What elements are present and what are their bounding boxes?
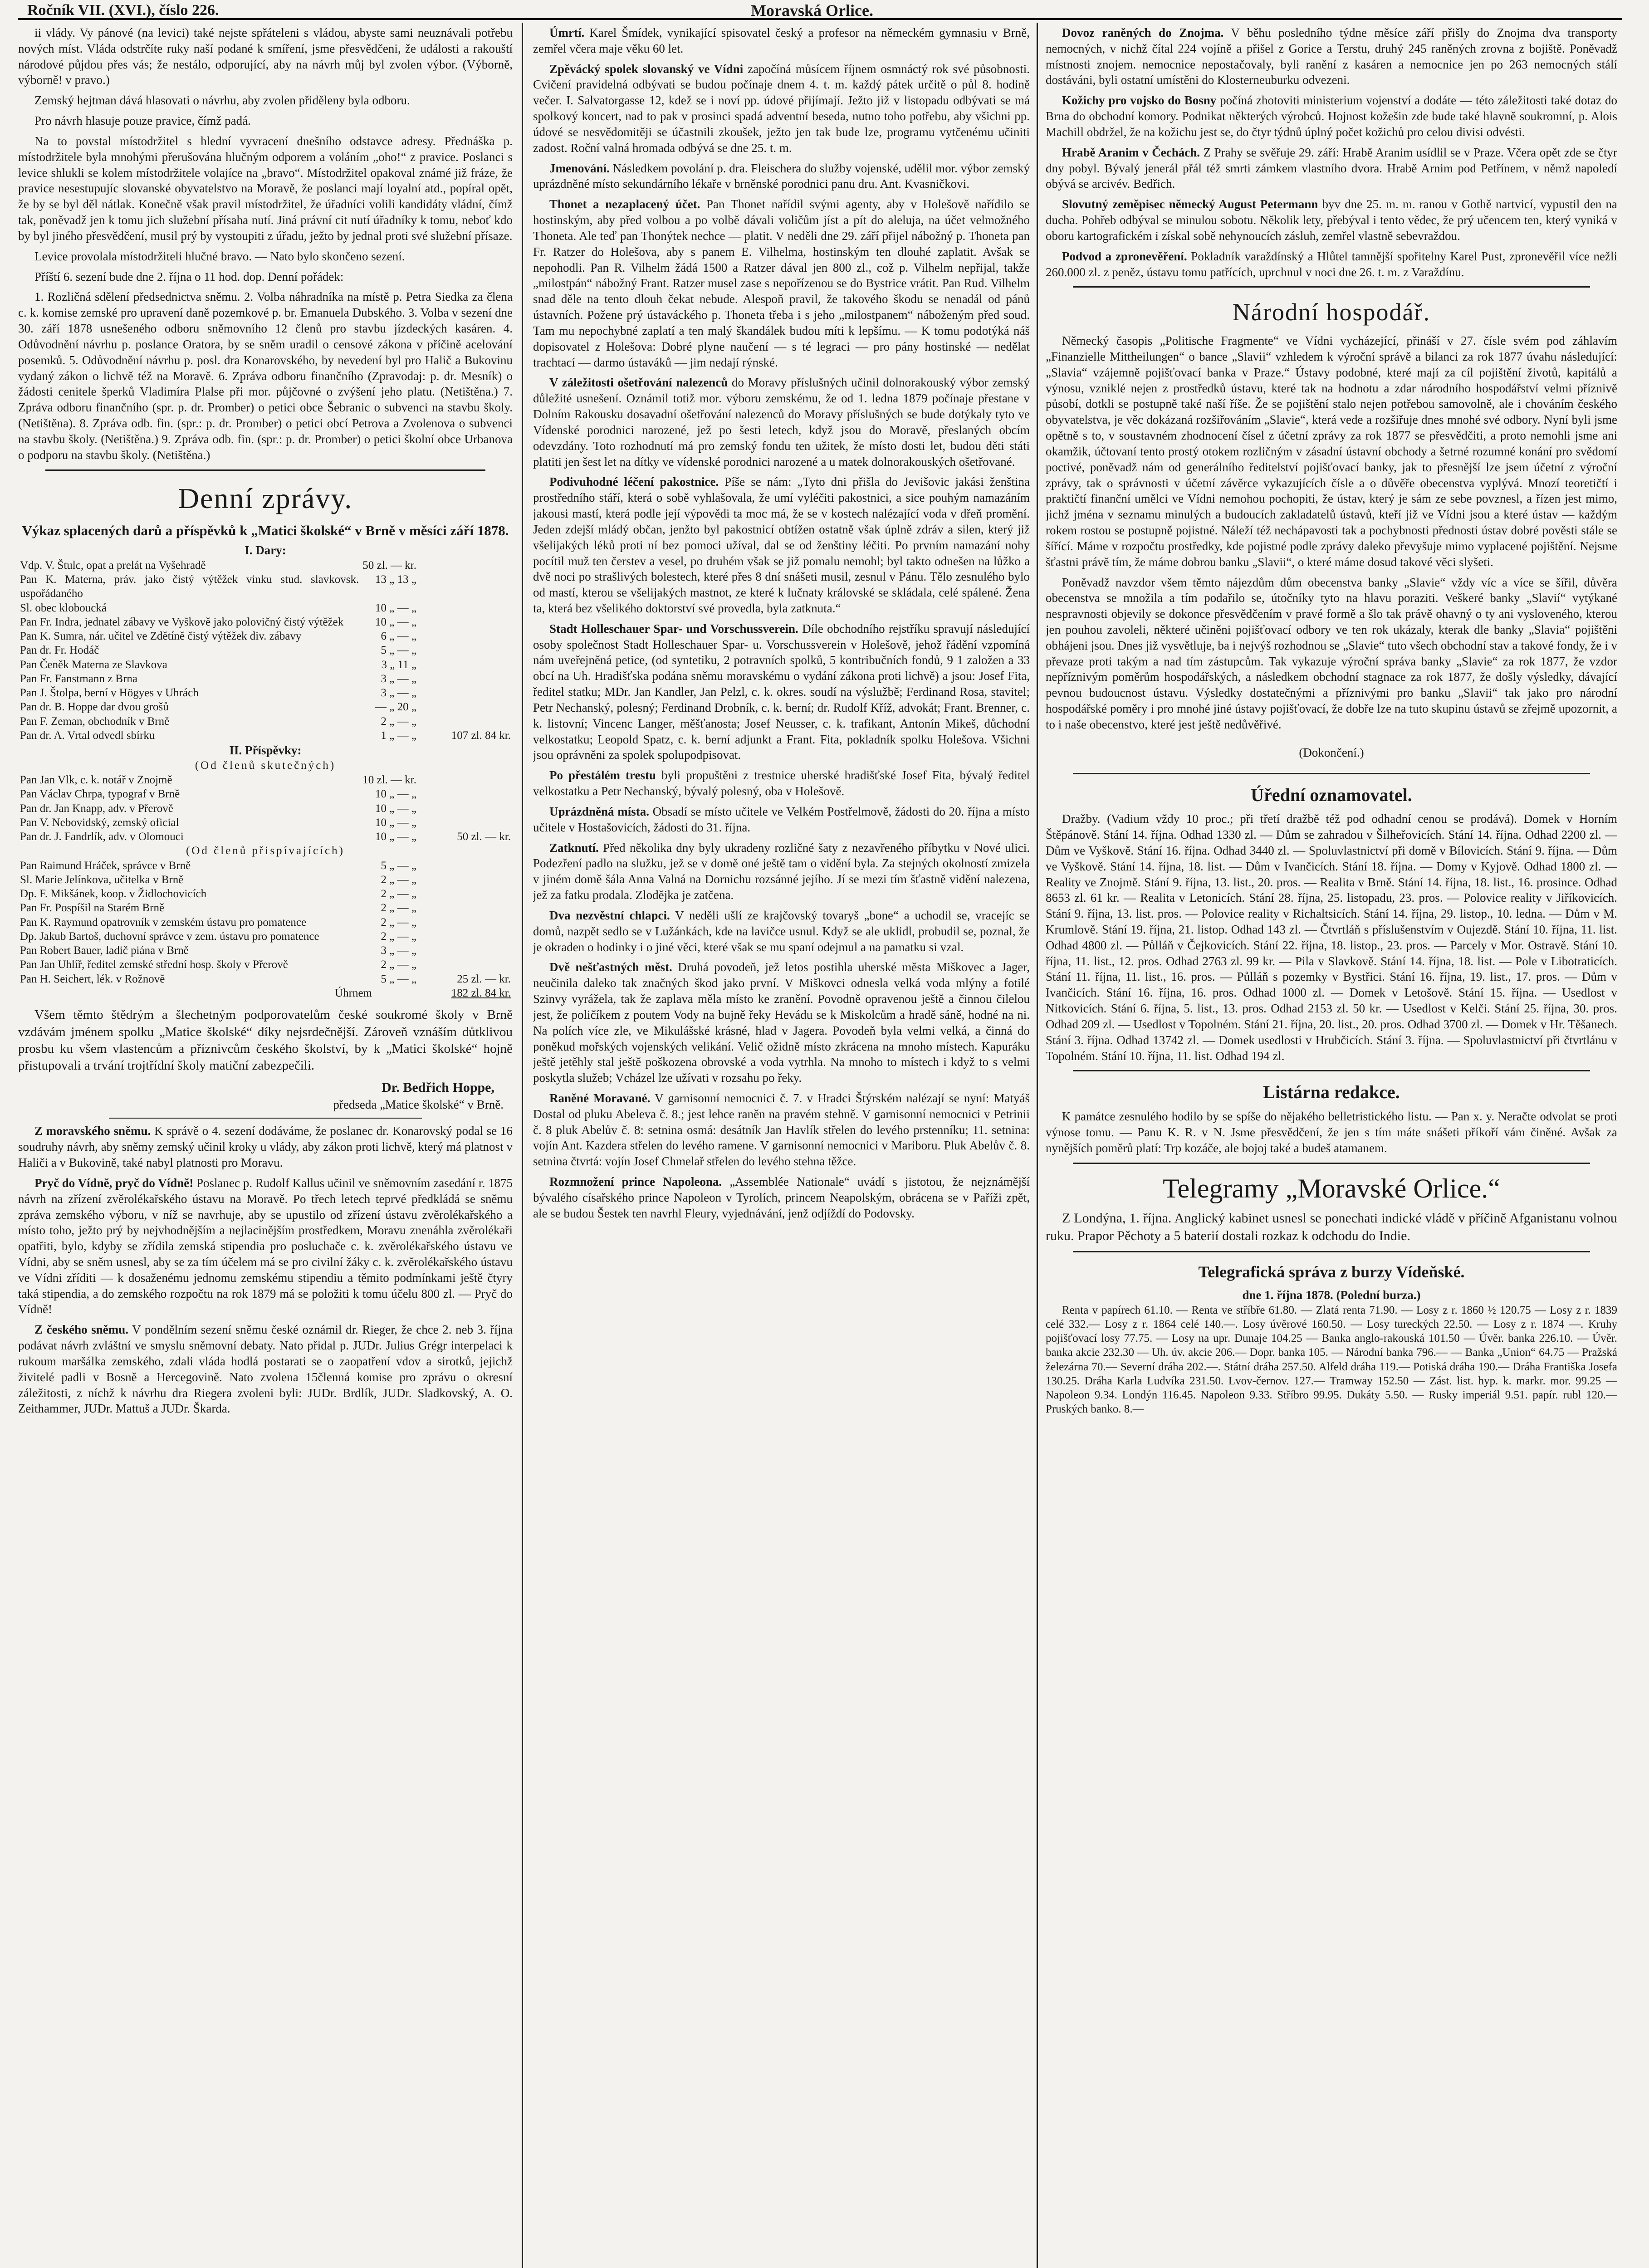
donor-name: Dp. F. Mikšánek, koop. v Židlochovicích: [20, 888, 207, 900]
signature-name: Dr. Bedřich Hoppe,: [382, 1080, 494, 1095]
news-item: [1046, 93, 1617, 140]
news-item-headline: Jmenování.: [549, 161, 610, 175]
donation-row: [18, 830, 513, 844]
donation-row: [18, 714, 513, 728]
subtotal-cell: 50 zl. — kr.: [457, 831, 511, 843]
news-item-headline: Podivuhodné léčení pakostnice.: [549, 475, 719, 489]
donor-name: Pan dr. B. Hoppe dar dvou grošů: [20, 701, 169, 714]
hospodar-text: Německý časopis „Politische Fragmente“ ve Vídni vycházející, přináší v 27. čísle svém pod záhlavím „Finanzielle Mittheilungen“ o bance „Slavii“ vzhledem k výroční správě a bilanci za rok 1877 úvahu následující: „Slavia“ vzájemně pojišťovací banka v Praze.“ Ústavy podobné, které mají za cíl pojištění životů, kapitálů a výnosu, vzniklé nejen z prostředků ústavu, které tak na hodnotu a zdar národního hospodářství velmi příznivě působí, dotkli se postupně také naší říše. Že se pojištění stalo nejen potřebou samovolně, ale i chováním českého obyvatelstva, je věc dokázaná rozšiřováním „Slavie“, která vede a rozšiřuje dnes mnohé své odbory. Nyní byli jsme opětně s to, v soustavném zhodnocení čísel z účetní zprávy za rok 1877 se přesvědčiti, a proto nemohli jsme ani okamžik, účtovaní tento prostý otokem rozličným v zásadní ústavní obchody a šetrné rozumné konání pro svědomí poctivé, poněvadž nám od generálního ředitelství pojišťovací banky, jak to přesnější lze jsem účetní z výroční zprávy, tak o správnosti v účetní závěrce vykazujících čísle a o důvěře obecenstva vyplývá. Mnozí teoretičtí i praktičtí finanční umělci ve Vídni nemohou pochopiti, že ústav, který je sám ze sebe povznesl, a řízen jest mimo, jichž jména v seznamu minulých a budoucích zakladatelů ústavů, kteří již ve Vídni jsou a které ústav — každým rokem rostou se postupně pojistné. Náleží též nechápavosti tak a pochybnosti přednosti ústav dobré pověsti stále se šířící. Máme v rozpočtu prostředky, kde pojistné podle zprávy daleko převyšuje mimo vyplacené pojištění. Nejsme šťastni právě tím, že máme dobrou banku „Slavii“, o které máme dosud takové věci slyšeti.: [1046, 334, 1617, 569]
donor-name: Pan Fr. Pospíšil na Starém Brně: [20, 902, 165, 914]
news-item-headline: Dovoz raněných do Znojma.: [1062, 26, 1224, 39]
news-item-text: byli propuštěni z trestnice uherské hradišťské Josef Fita, bývalý ředitel velkostatku a Petr Nechanský, bývalý polesný, oba v Holešově.: [533, 768, 1030, 798]
news-item-headline: Z moravského sněmu.: [34, 1124, 151, 1138]
telegramy-heading: Telegramy „Moravské Orlice.“: [1163, 1173, 1500, 1203]
donation-row: [18, 958, 513, 972]
donation-amount: 5 „ — „: [381, 859, 416, 872]
donor-name: Pan K. Raymund opatrovník v zemském ústavu pro pomatence: [20, 916, 307, 929]
news-item-text: „Assemblée Nationale“ uvádí s jistotou, že nejznámější bývalého císařského prince Napoleon v Tyrolích, princem Neapolským, obrácena se v Paříži zpět, ale se budou Šestek ten navrhl Fleury, vyjednávání, jenž odjíždí do Podovsky.: [533, 1175, 1030, 1220]
sneme-paragraph: Příští 6. sezení bude dne 2. října o 11 hod. dop. Denní pořádek:: [34, 269, 344, 284]
donor-name: Pan K. Sumra, nár. učitel ve Zdětíně čistý výtěžek div. zábavy: [20, 630, 302, 643]
col2-articles: [533, 25, 1030, 1222]
sneme-paragraph: Pro návrh hlasuje pouze pravice, čímž padá.: [34, 114, 251, 128]
subtotal-cell: [418, 787, 513, 801]
news-item-headline: Raněné Moravané.: [549, 1091, 651, 1105]
section-divider: [1073, 1070, 1590, 1071]
sneme-paragraph: Na to povstal místodržitel s hlední vyvracení dnešního odstavce adresy. Přednáška p. místodržitele byla mnohými přerušována hlučným odporem a voláním „oho!“ z pravice. Poslanci s levice shlukli se kolem místodržitele volajíce na „bravo“. Místodržitel opakoval známé již fráze, že pravice nesestupujíc slovanské obyvatelstvo na Moravě, že poslanci mají loyalní atd., popíral opět, že by se byl děl nátlak. Konečně však pravil místodržitel, že úřadníci volili kandidáty vládní, čímž tak, poněvadž jen k tomu jich služební přísaha nutí. Jiná právní cit nutí úřadníky k tomu, neboť kdo by byl jiného přesvědčení, musil prý by vystoupiti z úřadu, ježto by jednal proti své služební přísaze.: [18, 134, 513, 243]
section-divider: [1073, 1163, 1590, 1164]
thanks-paragraph: Všem těmto štědrým a šlechetným podporovatelům české soukromé školy v Brně vzdávám jménem spolku „Matice školské“ díky nejsrdečnější. Zároveň vznáším důtklivou prosbu ku všem vlastencům a příznivcům českého školství, by k „Matici školské“ hojně přistupovali a trvání trojtřídní školy matiční zabezpečili.: [18, 1007, 513, 1073]
column-2: [533, 25, 1030, 2268]
news-item-headline: Podvod a zpronevěření.: [1062, 249, 1187, 263]
subtotal-cell: [418, 873, 513, 887]
news-item: [1046, 249, 1617, 280]
sneme-report: [18, 25, 513, 463]
news-item-text: Následkem povolání p. dra. Fleischera do služby vojenské, udělil mor. výbor zemský uprázdněné místo sekundárního lékaře v brněnské porodnici panu dru. Ant. Kvasničkovi.: [533, 161, 1030, 191]
subtotal-cell: [418, 572, 513, 601]
donation-row: [18, 915, 513, 929]
subtotal-cell: [418, 887, 513, 901]
news-item: [533, 161, 1030, 192]
uhrnem-label: Úhrnem: [335, 987, 372, 999]
uredni-oznamovatel-heading: Úřední oznamovatel.: [1251, 784, 1412, 805]
subtotal-cell: [418, 802, 513, 816]
news-item-text: V pondělním sezení sněmu české oznámil dr. Rieger, že chce 2. neb 3. října podávat návrh zvláštní ve smyslu sněmovní debaty. Nato přidal p. JUDr. Julius Grégr interpelaci k rukoum maršálka zemského, zdali vláda hodlá postarati se o zaopatření vdov a sirotků, jejichž živitelé padli v Bosně a Hercegovině. Nato zvolena 15členná komise pro zprávu o okresní záležitosti, z níchž k návrhu dra Riegera zvoleni byli: JUDr. Brdlík, JUDr. Sladkovský, A. O. Zeithammer, JUDr. Mattuš a JUDr. Škarda.: [18, 1323, 513, 1416]
news-item-text: Z Prahy se svěřuje 29. září: Hrabě Aranim usídlil se v Praze. Včera opět zde se čtyr dny pobyl. Bývalý jenerál přál též smrti zámkem vlastního dvora. Hrabě Arnim pod Petřínem, v němž napoledí obývá se arcivév. Bedřich.: [1046, 145, 1617, 191]
donor-name: Pan dr. J. Fandrlík, adv. v Olomouci: [20, 831, 184, 843]
news-item-headline: Úmrtí.: [549, 26, 585, 39]
donation-amount: 3 „ — „: [381, 944, 416, 957]
news-item: [533, 908, 1030, 955]
news-item-text: byv dne 25. m. m. ranou v Gothě nartvicí, vypustil den na ducha. Pohřeb odbýval se minulou sobotu. Několik lety, přebýval i tento vědec, že prý učencem ten, který vyniká v oboru kartografickém i získal sobě nehynoucích zásluh, zemřel vlastně sebevraždou.: [1046, 197, 1617, 243]
news-item: [533, 474, 1030, 616]
donation-amount: 2 „ — „: [381, 902, 416, 914]
news-item-headline: Zatknutí.: [549, 841, 599, 855]
donor-name: Sl. obec kloboucká: [20, 601, 107, 614]
prispevky-heading: II. Příspěvky:: [229, 743, 302, 758]
news-item-headline: Pryč do Vídně, pryč do Vídně!: [34, 1176, 194, 1190]
news-item-headline: Thonet a nezaplacený účet.: [549, 197, 700, 211]
news-item: [533, 375, 1030, 469]
donor-name: Sl. Marie Jelínkova, učitelka v Brně: [20, 873, 184, 886]
donation-row: [18, 773, 513, 787]
section-divider: [1073, 773, 1590, 774]
donation-row: [18, 728, 513, 743]
subtotal-cell: [418, 859, 513, 873]
subtotal-cell: [418, 901, 513, 915]
subtotal-cell: [418, 629, 513, 643]
clenove-skutecni-heading: (Od členů skutečných): [195, 759, 336, 772]
donation-row: [18, 972, 513, 986]
uhrnem-total: 182 zl. 84 kr.: [451, 987, 511, 999]
news-item: [1046, 25, 1617, 88]
news-item-headline: Dvě nešťastných měst.: [549, 960, 672, 974]
column-1: [18, 25, 513, 2268]
prispevky-prispivajici-table: [18, 859, 513, 986]
burza-text: Renta v papírech 61.10. — Renta ve stříbře 61.80. — Zlatá renta 71.90. — Losy z r. 1860 ½ 120.75 — Losy z r. 1839 celé 332.— Losy z r. 1864 celé 140.—. Losy úvěrové 160.50. — Losy tureckých 22.50. — Losy z r. 1874 —. Kruhy pojišťovací losy 77.75. — Losy na upr. Dunaje 104.25 — Banka anglo-rakouská 101.50 — Úvěr. banka 226.10. — Úvěr. banka akcie 232.30 — Uh. úv. akcie 206.— Dopr. banka 105. — Národní banka 796.— — Banka „Union“ 64.75 — Pražská železárna 70.— Severní dráha 202.—. Státní dráha 257.50. Alfeld dráha 119.— Potiská dráha 190.— Dráha Františka Josefa 130.25. Dráha Karla Ludvíka 231.50. Lvov-černov. 127.— Tramway 152.50 — Zást. list. hyp. k. markr. mor. 99.25 — Napoleon 9.34. Londýn 116.45. Napoleon 9.33. Stříbro 99.95. Dukáty 5.50. — Rusky imperiál 9.51. papír. rubl 120.— Pruských banko. 8.—: [1046, 1304, 1617, 1416]
donation-row: [18, 572, 513, 601]
col3-news: [1046, 25, 1617, 280]
donation-amount: — „ 20 „: [375, 701, 416, 714]
uhrnem-row: [18, 986, 513, 1000]
subtotal-cell: [418, 658, 513, 672]
subtotal-cell: [418, 672, 513, 686]
subtotal-cell: [418, 601, 513, 615]
donation-amount: 10 „ — „: [375, 601, 416, 614]
news-item-text: započíná můsícem říjnem osmnáctý rok své působnosti. Cvičení pravidelná odbývati se budou počínaje dnem 4. t. m. každý pátek určitě o půl 8. hodině večer. I. Salvatorgasse 12, kdež se i noví pp. údové přijímají. Ježto již v listopadu odbývati se má spolkový koncert, nad to pak v prosinci spadá adventní beseda, nutno toho potřebu, aby všichni pp. údové se nesvědomitěji se účastnili zkoušek, ježto jen tak bude lze, programu vytčenému učiniti zadost. Roční valná hromada odbývá se dne 25. t. m.: [533, 62, 1030, 155]
donation-amount: 10 „ — „: [375, 788, 416, 801]
news-item-text: K správě o 4. sezení dodáváme, že poslanec dr. Konarovský podal se 16 soudruhy návrh, aby sněmy zemský učinil kroky u vlády, aby zákon proti lichvě, který má platnost v Haliči a v Bukovině, také nabyl platnosti pro Moravu.: [18, 1124, 513, 1170]
subtotal-cell: [418, 915, 513, 929]
section-divider: [1073, 1251, 1590, 1252]
donor-name: Pan V. Nebovidský, zemský oficial: [20, 816, 179, 829]
donation-row: [18, 615, 513, 629]
donation-amount: 10 zl. — kr.: [362, 774, 416, 787]
section-divider: [45, 469, 485, 471]
donation-amount: 3 „ 11 „: [381, 658, 416, 671]
subtotal-cell: [418, 615, 513, 629]
donation-amount: 2 „ — „: [381, 888, 416, 900]
hospodar-end: (Dokončení.): [1299, 745, 1364, 759]
donation-row: [18, 901, 513, 915]
donation-row: [18, 643, 513, 657]
donor-name: Pan dr. Jan Knapp, adv. v Přerově: [20, 802, 173, 815]
donor-name: Pan Václav Chrpa, typograf v Brně: [20, 788, 180, 801]
donation-amount: 10 „ — „: [375, 616, 416, 628]
news-item-text: počíná zhotoviti ministerium vojenství a dodáte — této záležitosti také dotaz do Brna do obchodní komory. Podnikat některých výrobců. Hojnost kožešin zde bude také hlavně soukromní, p. Alois Machill obdržel, že na kožichu jest se, do čtyr týdnů úplný počet kožichů pro celou divisi odvésti.: [1046, 93, 1617, 139]
col1-articles: [18, 1123, 513, 1417]
donor-name: Pan F. Zeman, obchodník v Brně: [20, 715, 170, 728]
news-item-text: V běhu posledního týdne měsíce září přišly do Znojma dva transporty nemocných, v nichž čítal 224 vojíně a přišel z Gorice a Terstu, druhý 245 raněných zrovna z bojiště. Poněvadž místnosti znojem. nemocnice nepostačovaly, byli ranění z kasáren a nemocnice jen po 263 nemocných stálí dostáváni, byli ostatní umístěni do Klosterneuburku odvezeni.: [1046, 26, 1617, 87]
listarna-heading: Listárna redakce.: [1263, 1082, 1400, 1103]
donation-row: [18, 929, 513, 943]
donation-amount: 10 „ — „: [375, 802, 416, 815]
donation-row: [18, 601, 513, 615]
news-item-text: Píše se nám: „Tyto dni přišla do Jevišovic jakási ženština prostředního stáří, která o sobě vyhlašovala, že umí vyléčiti pakostnici, a sice pouhým namazáním jakousi mastí, která podle její výpovědi ta moc má, že se v kostech nalézající voda v dřeň promění. Jeden zdejší mládý občan, jenžto byl pakostnicí obtížen ostatně však úplně zdráv a silen, který již všelijakých léků proti ní bez pomoci užíval, dal se od ženštiny léčiti. Po prvním namazání nohy pocítil muž ten čerstev a vesel, po druhém však se již pomalu nemohl; byl takto odnešen na lůžko a dvě noci po strašlivých bolestech, které přes 8 dní snášeti musil, zesnul v Pánu. Tělo zesnulého bylo od mastí, kterou se všelijakých mastnot, ze které k lučnaty královské se skládala, celé spálené. Žena ta, která bez všelikého doktorství své provedla, byla zatknuta.“: [533, 475, 1030, 615]
donation-amount: 6 „ — „: [381, 630, 416, 643]
donation-row: [18, 802, 513, 816]
donation-row: [18, 943, 513, 958]
donation-row: [18, 787, 513, 801]
news-item-text: V neděli ušlí ze krajčovský tovaryš „bone“ a uchodil se, vracejíc se domů, nazpět sedlo se v Lužánkách, kde na lavičce usnul. Když se ale uklidl, probudil se, poznal, že je okraden o hodinky i o jiné věci, které však se mu spaní odejmul a na pamatku si vzal.: [533, 908, 1030, 954]
news-item-headline: Rozmnožení prince Napoleona.: [549, 1175, 722, 1189]
subtotal-cell: [418, 816, 513, 830]
news-item-text: Obsadí se místo učitele ve Velkém Postřelmově, žádosti do 20. října a místo učitele v Hostašovicích, žádosti do 31. října.: [533, 804, 1030, 834]
news-item-text: Pokladník varaždínský a Hlůtel tamnější spořitelny Karel Pust, zpronevěřil více nežli 260.000 zl. z peněz, ústavu tomu patřících, uprchnul v noci dne 26. t. m. z Varaždínu.: [1046, 249, 1617, 279]
masthead-strip: [18, 0, 1622, 20]
column-rule-2: [1037, 23, 1038, 2268]
denni-zpravy-heading: Denní zprávy.: [178, 482, 353, 514]
donation-amount: 10 „ — „: [375, 831, 416, 843]
news-item: [533, 1090, 1030, 1169]
donation-amount: 2 „ — „: [381, 958, 416, 971]
sneme-paragraph: Levice provolala místodržiteli hlučné bravo. — Nato bylo skončeno sezení.: [34, 249, 405, 263]
donation-row: [18, 816, 513, 830]
news-item-headline: Po přestálém trestu: [549, 768, 656, 782]
news-item: [18, 1175, 513, 1317]
paper-title: Moravská Orlice.: [751, 1, 873, 20]
donation-amount: 50 zl. — kr.: [362, 559, 416, 572]
donor-name: Pan K. Materna, práv. jako čistý výtěžek vinku stud. slavkovsk. uspořádaného: [20, 573, 359, 600]
donor-name: Pan J. Štolpa, berní v Högyes v Uhrách: [20, 687, 199, 699]
news-item: [1046, 145, 1617, 192]
news-item-text: Pan Thonet nařídil svými agenty, aby v Holešově nařídilo se hostinským, aby před volbou a po volbě dávali voličům jíst a pít do aleluja, na účet velmožného Thoneta. Ale teď pan Thonýtek nechce — platit. V neděli dne 29. září přijel nábožný p. Thoneta pan Fr. Ratzer do Holešova, aby s panem E. Vilhelma, hostinským ten dlouhé zaplatit. Avšak se nepohodli. Pan R. Vilhelm žádá 1500 a Ratzer dával jen 800 zl., což p. Vilhelm nepřijal, takže „milostpán“ nábožný Frant. Ratzer musel zase s nepořízenou se do Bystrice vrátit. Pan Rud. Vilhelm snad děle na tento dlouh čekat nebude. Alespoň pravil, že takového škodu se nenadál od pánů ústavních. Požene prý ústaváckého p. Thoneta třeba i s jeho „milostpanem“ náboženým před soud. Tam mu nepochybné zaplatí a ten malý škandálek budou míti k lepšímu. — K tomu podotýká náš dopisovatel z Holešova: Dobré plyne naučení — s té legraci — pro pány hostinské — nedělat trachtací — darmo ústaváků — jim nedají rýnské.: [533, 197, 1030, 369]
sneme-paragraph: ii vlády. Vy pánové (na levici) také nejste spřáteleni s vládou, abyste sami neuznávali potřebu nových míst. Vláda odstrčíte ruky naší podané k smíření, jsme přesvědčeni, že události a rakouští národové půjdou přes vás; že nestálo, odporující, aby na návrh můj byl zvolen výbor. (Výborně, výborně! v pravo.): [18, 26, 513, 87]
news-item-headline: Uprázdněná místa.: [549, 804, 649, 818]
donor-name: Pan Fr. Fanstmann z Brna: [20, 672, 138, 685]
donor-name: Pan Jan Uhlíř, ředitel zemské střední hosp. školy v Přerově: [20, 958, 288, 971]
donor-name: Dp. Jakub Bartoš, duchovní správce v zem. ústavu pro pomatence: [20, 930, 319, 943]
news-item-headline: Stadt Holleschauer Spar- und Vorschussverein.: [549, 621, 798, 635]
subtotal-cell: [418, 943, 513, 958]
dary-table: [18, 558, 513, 743]
news-item-text: Karel Šmídek, vynikající spisovatel český a profesor na německém gymnasiu v Brně, zemřel včera maje věku 60 let.: [533, 26, 1030, 55]
news-item-headline: Slovutný zeměpisec německý August Petermann: [1062, 197, 1318, 211]
column-3: [1046, 25, 1617, 2268]
news-item: [18, 1123, 513, 1170]
donation-row: [18, 873, 513, 887]
donor-name: Pan H. Seichert, lék. v Rožnově: [20, 973, 165, 985]
column-rule-1: [522, 23, 523, 2268]
donation-amount: 5 „ — „: [381, 644, 416, 657]
sneme-paragraph: Zemský hejtman dává hlasovati o návrhu, aby zvolen přiděleny byla odboru.: [34, 93, 410, 108]
donor-name: Pan Raimund Hráček, správce v Brně: [20, 859, 191, 872]
donation-amount: 3 „ — „: [381, 687, 416, 699]
news-item: [533, 840, 1030, 903]
donation-row: [18, 658, 513, 672]
donor-name: Pan Fr. Indra, jednatel zábavy ve Vyškově jako polovičný čistý výtěžek: [20, 616, 344, 628]
news-item-headline: Hrabě Aranim v Čechách.: [1062, 145, 1200, 159]
donation-row: [18, 686, 513, 700]
burza-date: dne 1. října 1878. (Polední burza.): [1242, 1288, 1421, 1302]
subtotal-cell: [418, 773, 513, 787]
subtotal-cell: [418, 929, 513, 943]
donation-amount: 2 „ — „: [381, 916, 416, 929]
vykaz-heading: Výkaz splacených darů a příspěvků k „Matici školské“ v Brně v měsíci září 1878.: [22, 523, 509, 539]
donation-row: [18, 859, 513, 873]
news-item: [18, 1322, 513, 1417]
subtotal-cell: 25 zl. — kr.: [457, 973, 511, 985]
dary-heading: I. Dary:: [245, 543, 286, 557]
news-item-headline: Dva nezvěstní chlapci.: [549, 908, 670, 922]
donor-name: Pan dr. Fr. Hodáč: [20, 644, 99, 657]
news-item: [533, 1174, 1030, 1221]
news-item-text: Díle obchodního rejstříku spravují následující osoby společnost Stadt Holleschauer Spar- u. Vorschussverein v Holešově, jehož řádění vzpomíná nám uveřejněná petice, (od syntetiku, 2 potravních spolků, 5 kontribučních fondů, 9 1 založen a 33 obcí na Uh. Hradišťska podána sněmu moravskému o vydání zákona proti lichvě) a jsou: Josef Fita, ředitel statku; MDr. Jan Kandler, Jan Pelzl, c. k. okres. soudí na výslužbě; Ferdinand Rosa, stavitel; Petr Nechanský, polesný; Ferdinand Drobník, c. k. berní; dr. Rudolf Kříž, advokát; Frant. Brenner, c. k. listovní; Vincenc Langer, měšťanosta; Josef Neusser, c. k. trafikant, Antonín Mikeš, důchodní velkostatku; Leopold Spatz, c. k. berní adjunkt a Frant. Fita, pokladník spolku Holešova. Všichni jsou oprávněni za spolek spolupodpisovat.: [533, 621, 1030, 762]
donor-name: Pan Robert Bauer, ladič piána v Brně: [20, 944, 189, 957]
subtotal-cell: [418, 958, 513, 972]
donation-amount: 2 „ — „: [381, 930, 416, 943]
subtotal-cell: [418, 700, 513, 714]
news-item-text: V garnisonní nemocnici č. 7. v Hradci Štýrském nalézají se nyní: Matyáš Dostal od pluku Abeleva č. 8.; jest lehce raněn na pravém stehně. V garnisonní nemocnici v Petrinii č. 8 pluk Abelův č. 8: setnina osmá: desátník Jan Havlík střelen do levého prstenníku; 11. setnina: vojín Ant. Kazdera střelen do levého ramene. V garnisonní nemocnici v Mariboru. Pluk Abelův č. 8. setnina čtvrtá: vojín Josef Chmelař střelen do levého stehna těžce.: [533, 1091, 1030, 1168]
news-item-headline: Z českého sněmu.: [34, 1323, 128, 1337]
news-item: [533, 767, 1030, 799]
burza-heading: Telegrafická správa z burzy Vídeňské.: [1198, 1263, 1465, 1281]
donation-amount: 13 „ 13 „: [375, 573, 416, 586]
donation-amount: 2 „ — „: [381, 715, 416, 728]
issue-number: Ročník VII. (XVI.), číslo 226.: [27, 2, 219, 19]
donor-name: Pan dr. A. Vrtal odvedl sbírku: [20, 729, 155, 742]
news-item: [533, 804, 1030, 836]
subtotal-cell: [418, 558, 513, 572]
news-item-text: Před několika dny byly ukradeny rozličné šaty z nezavřeného příbytku v Nové ulici. Podezření padlo na služku, jež se v domě oné ještě tam o vidění byla. Za stejných okolností zmizela v jiném domě šála Anna Valná na Dornichu rozsánné jejího. Jí se mezi tím šťastně vidění nalezena, jež za fatku prodala. Zlodějka je zatčena.: [533, 841, 1030, 902]
donation-amount: 2 „ — „: [381, 873, 416, 886]
donation-amount: 1 „ — „: [381, 729, 416, 742]
short-divider: [109, 1118, 422, 1119]
subtotal-cell: 107 zl. 84 kr.: [451, 729, 511, 742]
news-item-headline: Zpěvácký spolek slovanský ve Vídni: [549, 62, 744, 76]
news-item-headline: V záležitosti ošetřování nalezenců: [549, 376, 728, 390]
news-item-headline: Kožichy pro vojsko do Bosny: [1062, 93, 1217, 108]
donation-amount: 3 „ — „: [381, 672, 416, 685]
news-item: [533, 621, 1030, 763]
clenove-prispivajici-heading: (Od členů přispívajících): [186, 845, 345, 857]
donation-row: [18, 672, 513, 686]
donation-row: [18, 700, 513, 714]
subtotal-cell: [418, 643, 513, 657]
donation-row: [18, 629, 513, 643]
signature-role: předseda „Matice školské“ v Brně.: [333, 1097, 504, 1111]
news-item-text: do Moravy příslušných učinil dolnorakouský výbor zemský důležité usnešení. Oznámil totiž mor. výboru zemskému, že od 1. ledna 1879 počínaje přestane v Dolním Rakousku dosavadní ošetřování nalezenců do Moravy příslušných se bude dotýkaly tyto ve Vídenské porodnici narozené, jež po šesti letech, když jsou do Moravě, přeslaných obcím odevzdány. Toto rozhodnutí má pro zemský fondu ten užitek, že místo dosti let, budou děti státi platiti jen šest let na dítky ve vídenské porodnici narozené a u matek dolnorakouských ošetřované.: [533, 376, 1030, 469]
news-item: [533, 196, 1030, 370]
news-item: [533, 25, 1030, 57]
news-item: [533, 61, 1030, 156]
sneme-paragraph: 1. Rozličná sdělení předsednictva sněmu. 2. Volba náhradníka na místě p. Petra Siedka za člena c. k. komise zemské pro upravení daně pozemkové p. br. Emanuela Dubského. 3. Volba v sezení dne 30. září 1878 usnešeného odboru sněmovního 12 členů pro stavbu jízdeckých kasáren. 4. Odůvodnění návrhu p. poslance Oratora, by se sněm uradil o censové zákona v příčině acelování posemků. 5. Odůvodnění návrhu p. posl. dra Konarovského, by nevedení byl pro Halič a Bukovinu vydaný zákon o lichvě též na Moravě. 6. Zpráva odboru finančního (Zpravodaj: p. dr. Mesník) o žádosti cenitele šperků Vladimíra Plalse při mor. půjčovné o zvýšení jeho platu. (Netištěna.) 7. Zpráva odboru finančního (spr. p. dr. Promber) o petici obce Šebranic o subvenci na stavbu školy. (Netištěna). 8. Zpráva odb. fin. (spr.: p. dr. Promber) o petici obcí Petrova a Zvolenova o subvenci na stavbu školy. (Netištěna.) 9. Zpráva odb. fin. (spr.: p. dr. Promber) o petici školní obce Urbanova o podporu na stavbu školy. (Netištěna.): [18, 290, 513, 462]
news-item: [533, 959, 1030, 1086]
donation-amount: 10 „ — „: [375, 816, 416, 829]
subtotal-cell: [418, 686, 513, 700]
news-item: [1046, 196, 1617, 244]
donation-amount: 5 „ — „: [381, 973, 416, 985]
donor-name: Pan Čeněk Materna ze Slavkova: [20, 658, 167, 671]
subtotal-cell: [418, 714, 513, 728]
prispevky-skutecni-table: [18, 773, 513, 844]
uredni-text: Dražby. (Vadium vždy 10 proc.; při třetí dražbě též pod odhadní cenou se prodává). Domek v Horním Štěpánově. Stání 14. října. Odhad 1330 zl. — Dům se zahradou v Šilheřovicích. Stání 14. října. Odhad 2200 zl. — Dům ve Vyškově. Stání 16. října. Odhad 3440 zl. — Spoluvlastnictví při domě v Bílovicích. Stání 9. října. — Dům ve Vyškově. Stání 14. října, 18. list. — Dům v Ivančicích. Stání 18. října. — Domy v Kyjově. Odhad 1800 zl. — Reality ve Znojmě. Stání 9. října, 13. list., 20. pros. — Realita v Brně. Stání 14. října, 18. list., 16. prosince. Odhad 8653 zl. 61 kr. — Realita v Letonicích. Stání 28. října, 25. listopadu, 23. pros. — Polovice reality v Jiříkovicích. Stání 9. října, 13. list. pros. — Polovice reality v Richaltsicích. Stání 14. října, 29. listop., 10. ledna. — Dům v M. Krumlově. Stání 19. října, 21. listop. Odhad 143 zl. — Čtvrtláň s příslušenstvím v Oujezdě. Stání 10. října, 11. list. Odhad 4800 zl. — Půlláň v Čejkovicích. Stání 22. října, 18. listop., 23. pros. — Parcely v Mor. Ostravě. Stání 10. října, 11. list., 12. pros. Odhad 2763 zl. 99 kr. — Pila v Slavkově. Stání 14. října, 18. list. — Pole v Libotraticích. Stání 11. října, 11. list., 16. pros. — Půlláň s pozemky v Bystřici. Stání 16. října, 19. list., 17. pros. — Dům v Ivančicích. Stání 16. října, 16. pros. Odhad 1000 zl. — Domek v Letošově. Stání 15. října. — Usedlost v Nitkovicích. Stání 6. října, 5. list., 13. pros. Odhad 2153 zl. 50 kr. — Usedlost v Kelči. Stání 25. října, 30. pros. Odhad 209 zl. — Usedlost v Topolném. Stání 21. října, 20. list., 20. pros. Odhad 3700 zl. — Domek v Hr. Těšanech. Stání 3. října. Odhad 13742 zl. — Domek usedlosti v Hrubčicích. Stání 3. října. — Spoluvlastnictví při čtvrtlánu v Topolném. Stání 10. října, 11. list. Odhad 194 zl.: [1046, 812, 1617, 1063]
donor-name: Vdp. V. Štulc, opat a prelát na Vyšehradě: [20, 559, 206, 572]
section-divider: [1073, 286, 1590, 288]
telegram-text: Z Londýna, 1. října. Anglický kabinet usnesl se ponechati indické vládě v příčině Afganistanu volnou ruku. Prapor Pěchoty a 5 baterií dostali rozkaz k odchodu do Indie.: [1046, 1210, 1617, 1243]
listarna-text: K památce zesnulého hodilo by se spíše do nějakého belletristického listu. — Pan x. y. Neračte odvolat se proti výnose tomu. — Panu K. R. v N. Jsme přesvědčení, že jen s tím máte snášeti příkoří vám činěné. Avšak za nynějších poměrů platí: Trp kozáče, ale bojoj také a budeš atamanem.: [1046, 1110, 1617, 1155]
donation-row: [18, 887, 513, 901]
donation-row: [18, 558, 513, 572]
news-item-text: Poslanec p. Rudolf Kallus učinil ve sněmovním zasedání r. 1875 návrh na zřízení zvěrolékařského ústavu na Moravě. Po třech letech teprvé předkládá se sněmu zpráva zemského výboru, v níž se navrhuje, aby se upustilo od zřízení ústavu zvěrolékařského a místo toho, ježto prý by nejvhodnějším a nejlacinějším prostředkem, Moravu znenáhla zvěrolékaři opatřiti, bylo, kdyby se zřídila zemská stipendia pro posluchače c. k. zvěrolékařského ústavu ve Vídni, aby se sněm usnesl, aby se za tím účelem má se pro civilní žáky c. k. zvěrolékařského ústavu ve Vídni zříditi — k dosaženému jednomu zemskému stipendiu a těmito podmínkami ještě čtyry taká stipendia, a do zemského rozpočtu na rok 1879 má se položiti k tomu účelu 800 zl. — Pryč do Vídně!: [18, 1176, 513, 1316]
hospodar-text-2: Poněvadž navzdor všem těmto nájezdům dům obecenstva banky „Slavie“ vždy víc a více se šířil, důvěra obecenstva se množila a tím podařilo se, útočníky tyto na hlavu poraziti. Veškeré banky „Slavií“ vytýkané nespravnosti objevily se dokonce přesvědčením v pravé formě a šlo tak právě ohavný o ty ani vysloveného, kterou jen pouhou zavoleli, některé učiněni pojišťovací odbory ve ten rok ukázaly, kterak dle banky „Slavia“ pojištěni obhájeni jsou. Dnes již vysvětluje, ba i nejvýš rozhodnou se „Slavie“ tuto všech obchodní stav a takové fondy, že i v převaze proti takým a nad tím zástupcům. Tak vykazuje výroční správa banky „Slavie“ za rok 1877, že vzdor nepříznivým poměrům hospodářských, a následkem obchodní stagnace za rok 1877, že došly výsledky, dávající pevnou budoucnost ústavu. Výsledky dostatečnými a příznivými pro banku „Slavii“ tak jako pro národní hospodářské poměry i pro mnohé jiné ústavy pojišťovací, že dobře lze na tuto skupinu ústavů se zřejmě upozornit, a to i naše obecenstvo, které jest ještě nedůvěřivé.: [1046, 575, 1617, 731]
narodni-hospodar-heading: Národní hospodář.: [1233, 298, 1430, 326]
donor-name: Pan Jan Vlk, c. k. notář v Znojmě: [20, 774, 172, 787]
news-item-text: Druhá povodeň, jež letos postihla uherské města Miškovec a Jager, neučinila daleko tak značných škod jako první. V Miškovci odnesla velká voda mlýny a fotilé Szinvy vyrážela, tak že zaplava měla místo ke zranění. Povodně opravenou ještě a činnou čilelou jest, že poličíkem z poutem Vody na bujně řeky Hevádu se k Miskolcům a hradě sáně, hodné na ni. Na polích více zle, ve Mikulášské krásné, hlad v Jagera. Povodeň byla velmi velká, a činná do poněkud mořských vojenských velikání. Velič ožidně místo zkrácena na mnoho místech. Kapuráku ještě jetěhly stal ještě poškozena obrovské a voda vytrhla. Na mnoho to místech i když to s velmi poskytla služeb; Vcházel lze užívati v rozsahu po řeky.: [533, 960, 1030, 1085]
